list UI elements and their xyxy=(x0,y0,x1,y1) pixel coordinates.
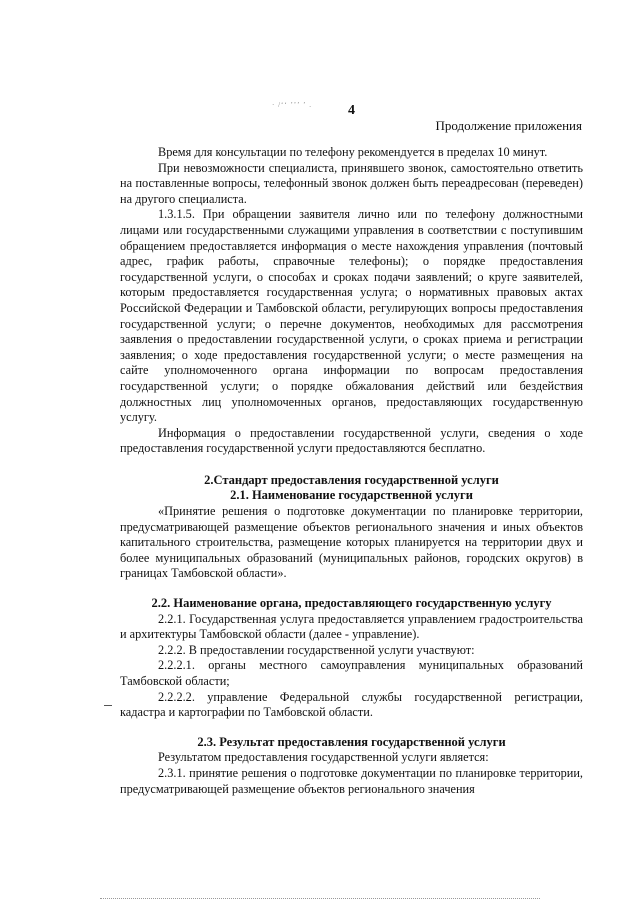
paragraph: При невозможности специалиста, принявшего звонок, самостоятельно ответить на поставленные вопросы, телефонный звонок должен быть переадресован (переведен) на другого специалиста. xyxy=(120,160,583,206)
footer-scan-line xyxy=(100,898,540,899)
paragraph: «Принятие решения о подготовке документации по планировке территории, предусматривающей размещение объектов регионального значения и иных объектов капитального строительства, размещение которых планируется на территории двух и более муниципальных образований (муниципальных районов, городских округов) в границах Тамбовской области». xyxy=(120,504,583,581)
scan-artifact: · /ʻʻ ʼʼʼ ʼ . xyxy=(272,101,313,109)
paragraph: 2.2.1. Государственная услуга предоставляется управлением градостроительства и архитектуры Тамбовской области (далее - управление). xyxy=(120,611,583,642)
paragraph: 2.2.2.2. управление Федеральной службы государственной регистрации, кадастра и картографии по Тамбовской области. xyxy=(120,689,583,720)
paragraph: Результатом предоставления государственной услуги является: xyxy=(158,750,489,765)
paragraph: 2.2.2. В предоставлении государственной услуги участвуют: xyxy=(158,642,475,657)
appendix-continuation-label: Продолжение приложения xyxy=(435,118,582,133)
paragraph: 1.3.1.5. При обращении заявителя лично или по телефону должностными лицами или государственными служащими управления в соответствии с поступившим обращением предоставляется информация о месте нахождения управления (почтовый адрес, график работы, справочные телефоны); о порядке предоставления государственной услуги, о способах и сроках подачи заявлений; о круге заявителей, которым предоставляется государственная услуга; о нормативных правовых актах Российской Федерации и Тамбовской области, регулирующих вопросы предоставления государственной услуги; о перечне документов, необходимых для рассмотрения заявления о предоставлении государственной услуги, о сроках приема и регистрации заявления; о ходе предоставления государственной услуги; о месте размещения на сайте уполномоченного органа информации по вопросам предоставления государственной услуги; о порядке обжалования действий или бездействия должностных лиц уполномоченных органов, предоставляющих государственную услугу. xyxy=(120,207,583,425)
subsection-heading: 2.1. Наименование государственной услуги xyxy=(230,488,473,503)
paragraph: Информация о предоставлении государственной услуги, сведения о ходе предоставления государственной услуги предоставляются бесплатно. xyxy=(120,425,583,456)
subsection-heading: 2.3. Результат предоставления государственной услуги xyxy=(197,734,506,749)
paragraph: Время для консультации по телефону рекомендуется в пределах 10 минут. xyxy=(158,145,548,159)
section-heading: 2.Стандарт предоставления государственной услуги xyxy=(204,472,499,487)
document-body xyxy=(120,145,583,797)
paragraph: 2.2.2.1. органы местного самоуправления муниципальных образований Тамбовской области; xyxy=(120,658,583,688)
page-number: 4 xyxy=(348,103,355,118)
paragraph: 2.3.1. принятие решения о подготовке документации по планировке территории, предусматривающей размещение объектов регионального значения xyxy=(120,765,583,796)
subsection-heading: 2.2. Наименование органа, предоставляющего государственную услугу xyxy=(151,596,552,611)
margin-mark xyxy=(104,705,112,706)
